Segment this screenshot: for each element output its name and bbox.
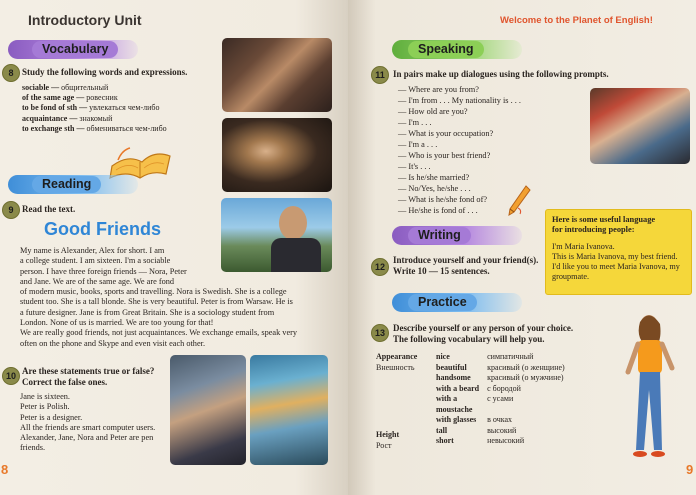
prompt-line: — I'm a . . . (398, 140, 438, 149)
reading-heading: Reading (8, 175, 138, 194)
text-line: My name is Alexander, Alex for short. I am (20, 246, 165, 255)
prompt-line: — It's . . . (398, 162, 431, 171)
speaking-prompts (398, 85, 521, 217)
task-number-9: 9 (2, 201, 20, 219)
text-line: a college student. I am sixteen. I'm a sociable (20, 256, 171, 266)
vocabulary-item: to exchange sth — обмениваться чем-либо (22, 123, 167, 133)
prompt-line: — How old are you? (398, 107, 468, 116)
prompt-line: — I'm from . . . My nationality is . . . (398, 96, 521, 105)
table-row: beautiful красивый (о женщине) (436, 362, 565, 372)
right-page (348, 0, 696, 495)
prompt-line: — What is your occupation? (398, 129, 494, 138)
photo-couple-talking (590, 88, 690, 164)
statement: Jane is sixteen. (20, 392, 71, 401)
table-row: nice симпатичный (436, 352, 534, 361)
prompt-line: — Is he/she married? (398, 173, 470, 182)
vocabulary-list (22, 83, 167, 134)
table-row: with a с усами (436, 394, 514, 403)
prompt-line: — No/Yes, he/she . . . (398, 184, 471, 193)
statement: Peter is a designer. (20, 412, 83, 422)
useful-language-title: Here is some useful language for introducing people: (552, 215, 656, 234)
text-line: London. None of us is married. We are too young for that! (20, 318, 214, 328)
vocabulary-instruction: Study the following words and expressions. (22, 67, 188, 77)
vocabulary-item: sociable — общительный (22, 83, 109, 92)
prompt-line: — Who is your best friend? (398, 151, 491, 160)
table-row: short невысокий (436, 436, 525, 445)
prompt-line: — He/she is fond of . . . (398, 206, 478, 215)
statement: All the friends are smart computer users. (20, 422, 156, 432)
useful-language-lines: I'm Maria Ivanova. This is Maria Ivanova, my best friend. I'd like you to meet Maria Ivanova, my groupmate. (552, 242, 680, 281)
pen-icon (506, 184, 532, 218)
prompt-line: — I'm . . . (398, 118, 432, 127)
text-line: of modern music, books, sports and travelling. Nora is Swedish. She is a college (20, 287, 287, 297)
table-row: with glasses в очках (436, 415, 513, 424)
text-line: a future designer. Jane is from Great Britain. She is a sociology student from (20, 307, 275, 317)
prompt-line: — What is he/she fond of? (398, 195, 488, 204)
table-row: with a beard с бородой (436, 383, 521, 393)
page-number-left: 8 (1, 462, 9, 477)
text-title: Good Friends (44, 219, 161, 239)
speaking-heading: Speaking (392, 40, 522, 59)
statement: Peter is Polish. (20, 402, 70, 412)
table-row: tall высокий (436, 425, 517, 435)
page-number-right: 9 (686, 462, 694, 477)
task-number-8: 8 (2, 64, 20, 82)
reading-instruction: Read the text. (22, 204, 76, 214)
text-line: student too. She is a tall blonde. She is very beautiful. Peter is from Warsaw. He is (20, 297, 293, 307)
photo-group-friends (222, 38, 332, 112)
vocabulary-heading: Vocabulary (8, 40, 138, 59)
vocabulary-item: to be fond of sth — увлекаться чем-либо (22, 103, 160, 113)
speaking-instruction: In pairs make up dialogues using the following prompts. (393, 69, 609, 79)
practice-instruction: Describe yourself or any person of your choice. The following vocabulary will help you. (393, 323, 574, 344)
photo-girl-standing (618, 310, 680, 465)
reading-text (20, 246, 297, 349)
photo-boy-waving (170, 355, 246, 465)
statement: Alexander, Jane, Nora and Peter are pen (20, 433, 154, 443)
task-number-11: 11 (371, 66, 389, 84)
task-number-10: 10 (2, 367, 20, 385)
practice-heading: Practice (392, 293, 522, 312)
statement: friends. (20, 443, 46, 453)
true-false-statements (20, 392, 155, 454)
text-line: We are really good friends, not just acquaintances. We exchange emails, speak very (20, 328, 298, 338)
vocabulary-item: of the same age — ровесник (22, 93, 118, 103)
writing-instruction: Introduce yourself and your friend(s). Write 10 — 15 sentences. (393, 255, 539, 276)
practice-labels: Appearance Внешность Height Рост (376, 352, 418, 450)
useful-language-box (545, 209, 692, 295)
prompt-line: — Where are you from? (398, 85, 479, 94)
unit-title: Introductory Unit (28, 12, 142, 28)
writing-heading: Writing (392, 226, 522, 245)
photo-friends-laughing (250, 355, 328, 465)
page-header: Welcome to the Planet of English! (500, 15, 653, 26)
vocabulary-table (436, 352, 565, 447)
task-number-13: 13 (371, 324, 389, 342)
photo-girl-portrait (222, 118, 332, 192)
table-row: moustache (436, 404, 473, 414)
true-false-instruction: Are these statements true or false? Correct the false ones. (22, 366, 155, 387)
task-number-12: 12 (371, 258, 389, 276)
table-row: handsome красивый (о мужчине) (436, 373, 564, 382)
text-line: often on the phone and Skype and even visit each other. (20, 338, 206, 348)
text-line: person. I have three foreign friends — Nora, Peter (20, 266, 187, 276)
vocabulary-item: acquaintance — знакомый (22, 113, 113, 123)
text-line: and Jane. We are of the same age. We are fond (20, 276, 175, 286)
